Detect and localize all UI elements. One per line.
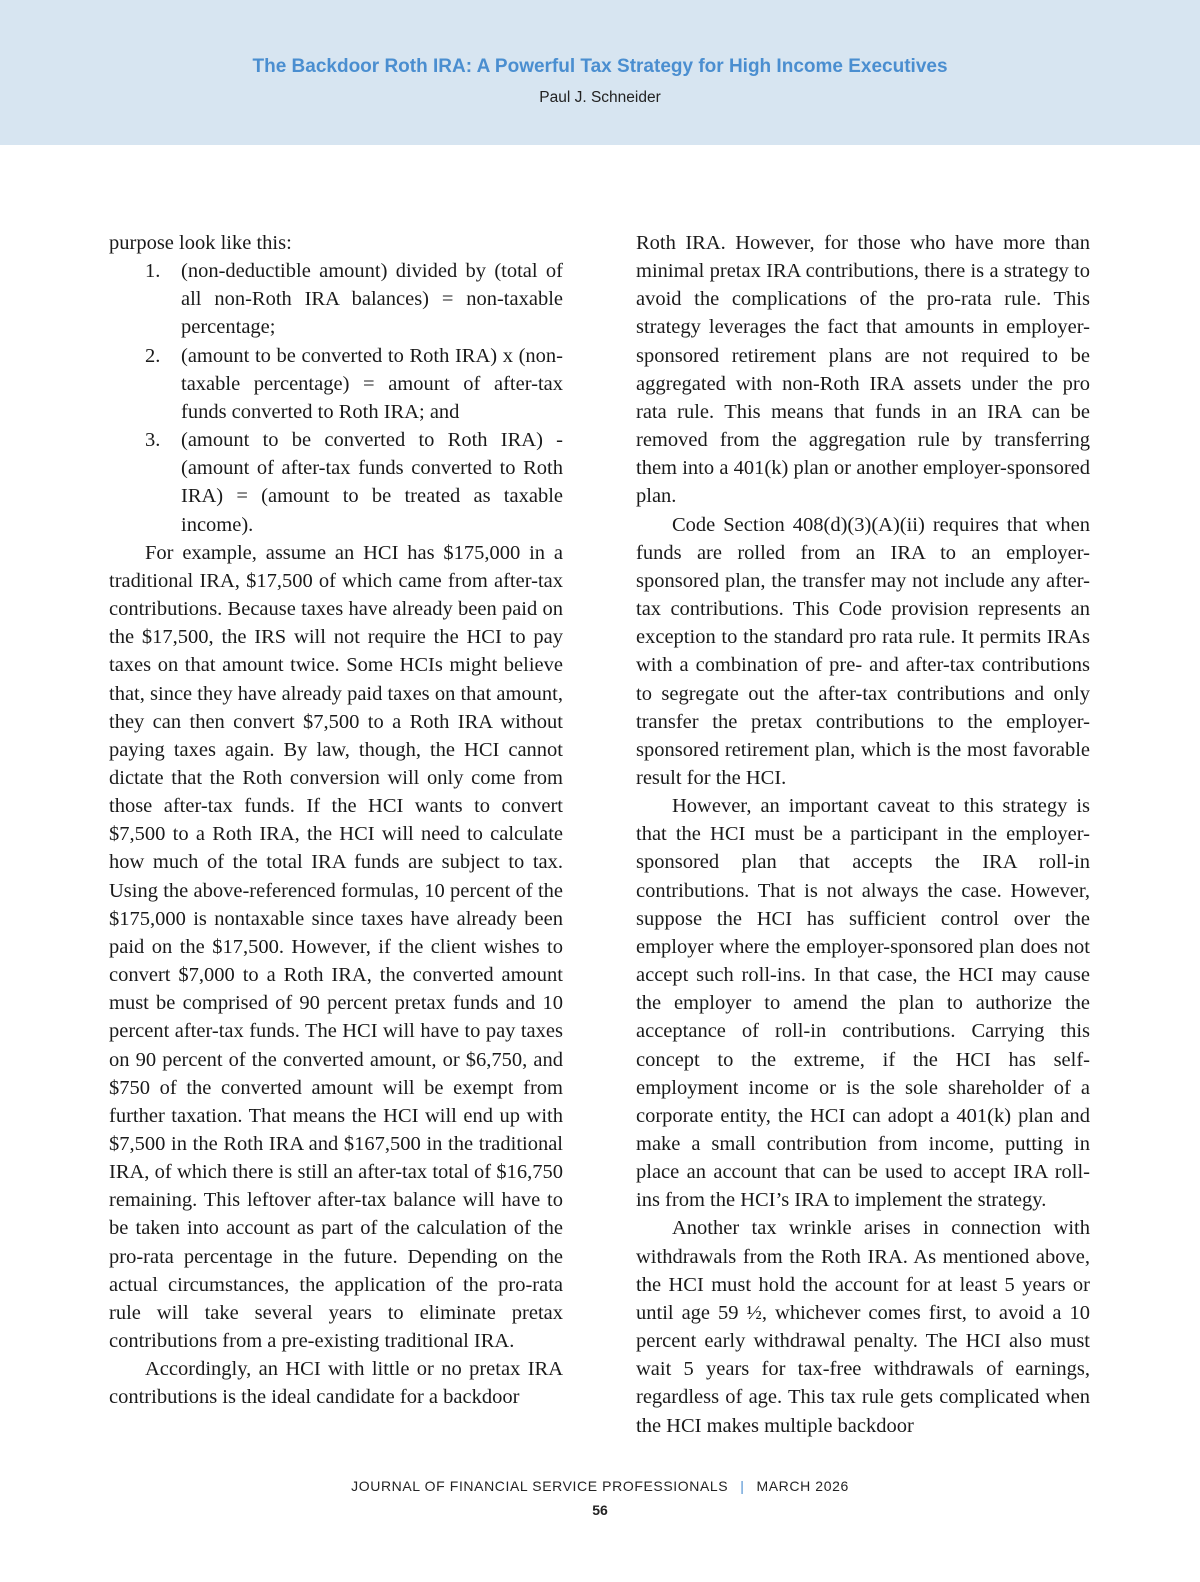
list-item [109,257,563,341]
footer [0,1478,1200,1494]
list-item-text: (non-deductible amount) divided by (total of all non-Roth IRA balances) = non-taxable percentage; [181,260,563,339]
journal-name: JOURNAL OF FINANCIAL SERVICE PROFESSIONALS [351,1478,729,1494]
body-paragraph: For example, assume an HCI has $175,000 in a traditional IRA, $17,500 of which came from after-tax contributions. Because taxes have already been paid on the $17,500, the IRS will not require the HCI to pay taxes on that amount twice. Some HCIs might believe that, since they have already paid taxes on that amount, they can then convert $7,500 to a Roth IRA without paying taxes again. By law, though, the HCI cannot dictate that the Roth conversion will only come from those after-tax funds. If the HCI wants to convert $7,500 to a Roth IRA, the HCI will need to calculate how much of the total IRA funds are subject to tax. Using the above-referenced formulas, 10 percent of the $175,000 is nontaxable since taxes have already been paid on the $17,500. However, if the client wishes to convert $7,000 to a Roth IRA, the converted amount must be comprised of 90 percent pretax funds and 10 percent after-tax funds. The HCI will have to pay taxes on 90 percent of the converted amount, or $6,750, and $750 of the converted amount will be exempt from further taxation. That means the HCI will end up with $7,500 in the Roth IRA and $167,500 in the traditional IRA, of which there is still an after-tax total of $16,750 remaining. This leftover after-tax balance will have to be taken into account as part of the calculation of the pro-rata percentage in the future. Depending on the actual circumstances, the application of the pro-rata rule will take several years to eliminate pretax contributions from a pre-existing traditional IRA. [109,541,563,1353]
list-number: 2. [145,344,161,367]
header-band [0,0,1200,145]
intro-text: purpose look like this: [109,232,292,254]
list-item [109,342,563,426]
article-title: The Backdoor Roth IRA: A Powerful Tax Strategy for High Income Executives [252,56,948,77]
list-item [109,426,563,539]
list-number: 3. [145,429,161,452]
list-item-text: (amount to be converted to Roth IRA) - (amount of after-tax funds converted to Roth IRA) = (amount to be treated as taxable income). [181,429,563,536]
continuation-paragraph: Roth IRA. However, for those who have more than minimal pretax IRA contributions, there is a strategy to avoid the complications of the pro-rata rule. This strategy leverages the fact that amounts in employer-sponsored retirement plans are not required to be aggregated with non-Roth IRA assets under the pro rata rule. This means that funds in an IRA can be removed from the aggregation rule by transferring them into a 401(k) plan or another employer-sponsored plan. [636,232,1090,508]
body-paragraph: Accordingly, an HCI with little or no pretax IRA contributions is the ideal candidate for a backdoor [109,1358,563,1409]
body-paragraph: Code Section 408(d)(3)(A)(ii) requires that when funds are rolled from an IRA to an employer-sponsored plan, the transfer may not include any after-tax contributions. This Code provision represents an exception to the standard pro rata rule. It permits IRAs with a combination of pre- and after-tax contributions to segregate out the after-tax contributions and only transfer the pretax contributions to the employer-sponsored retirement plan, which is the most favorable result for the HCI. [636,513,1090,789]
body-paragraph: However, an important caveat to this strategy is that the HCI must be a participant in the employer-sponsored plan that accepts the IRA roll-in contributions. That is not always the case. However, suppose the HCI has sufficient control over the employer where the employer-sponsored plan does not accept such roll-ins. In that case, the HCI may cause the employer to amend the plan to authorize the acceptance of roll-in contributions. Carrying this concept to the extreme, if the HCI has self-employment income or is the sole shareholder of a corporate entity, the HCI can adopt a 401(k) plan and make a small contribution from income, putting in place an account that can be used to accept IRA roll-ins from the HCI’s IRA to implement the strategy. [636,795,1090,1212]
formula-list [109,257,563,539]
issue-date: MARCH 2026 [756,1478,849,1494]
body-paragraph: Another tax wrinkle arises in connection with withdrawals from the Roth IRA. As mentioned above, the HCI must hold the account for at least 5 years or until age 59 ½, whichever comes first, to avoid a 10 percent early withdrawal penalty. The HCI also must wait 5 years for tax-free withdrawals of earnings, regardless of age. This tax rule gets complicated when the HCI makes multiple backdoor [636,1217,1090,1437]
list-number: 1. [145,260,161,283]
page-number: 56 [592,1502,608,1518]
footer-separator: | [740,1478,745,1494]
right-column [636,229,1090,1440]
article-author: Paul J. Schneider [539,89,661,106]
list-item-text: (amount to be converted to Roth IRA) x (non-taxable percentage) = amount of after-tax funds converted to Roth IRA; and [181,344,563,423]
left-column [109,229,563,1412]
